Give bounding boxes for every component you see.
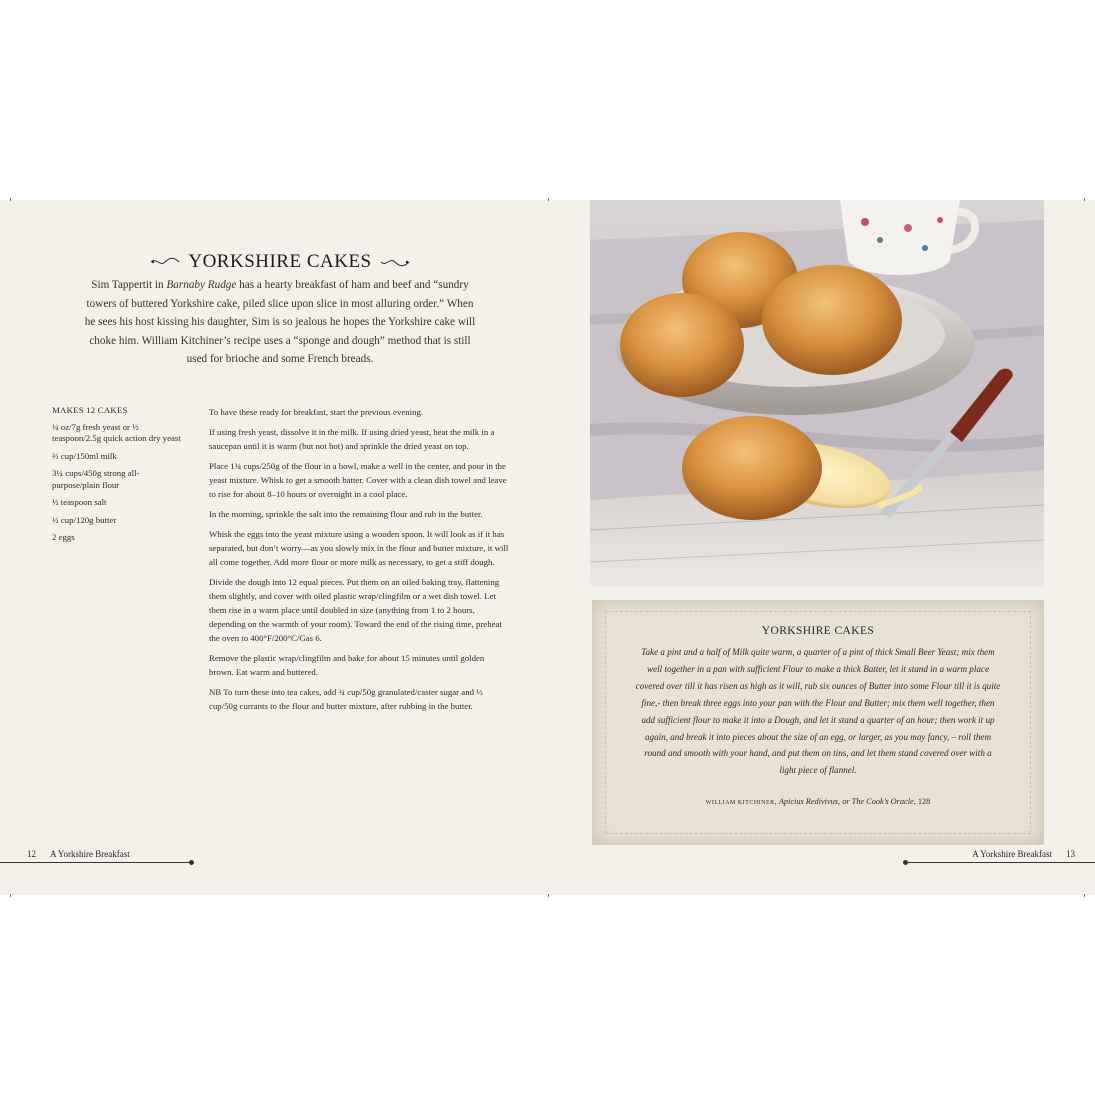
crop-mark [10,894,11,897]
running-head-right: A Yorkshire Breakfast [972,849,1052,859]
method-steps [209,405,509,719]
citation-title: Apicius Redivivus, or The Cook’s Oracle [778,797,914,806]
intro-text-start: Sim Tappertit in [91,279,167,291]
intro-book-title: Barnaby Rudge [166,279,237,291]
method-step: NB To turn these into tea cakes, add ¾ cup/50g granulated/caster sugar and ⅓ cup/50g currants to the flour and butter mixture, after rubbing in the butter. [209,687,483,711]
crop-mark [548,894,549,897]
bread-photo [590,200,1044,586]
recipe-intro [80,276,480,369]
ingredient-item: ⅔ cup/150ml milk [52,450,117,461]
running-head-left: A Yorkshire Breakfast [50,849,130,859]
method-step: Whisk the eggs into the yeast mixture using a wooden spoon. It will look as if it has separated, but don’t worry—as you slowly mix in the flour and butter mixture, it will all come together. Add more flour or more milk as necessary, to get a stiff dough. [209,529,509,567]
historical-recipe-box [592,600,1044,845]
method-step: Divide the dough into 12 equal pieces. Put them on an oiled baking tray, flattening them slightly, and cover with oiled plastic wrap/clingfilm or a wet dish towel. Let them rise in a warm place until doubled in size (anything from 1 to 2 hours, depending on the warmth of your room). Toward the end of the rising time, preheat the oven to 400°F/200°C/Gas 6. [209,577,502,643]
book-spread [0,200,1095,895]
recipe-title-row [150,248,410,276]
intro-text-end: has a hearty breakfast of ham and beef and “sundry towers of buttered Yorkshire cake, piled slice upon slice in most alluring order.” When he sees his host kissing his daughter, Sim is so jealous he hopes the Yorkshire cake will choke him. William Kitchiner’s recipe uses a “sponge and dough” method that is still used for brioche and some French breads. [84,279,476,366]
yorkshire-cakes-illustration [590,200,1044,586]
footer-right [900,849,1075,859]
flourish-left-icon [150,256,180,268]
ingredient-item: 3¼ cups/450g strong all-purpose/plain flour [52,468,140,490]
page-number-left: 12 [27,849,36,859]
method-step: Remove the plastic wrap/clingfilm and bake for about 15 minutes until golden brown. Eat warm and buttered. [209,653,485,677]
ingredient-item: ½ cup/120g butter [52,514,117,525]
historical-citation: WILLIAM KITCHINER, Apicius Redivivus, or The Cook’s Oracle, 128 [705,797,931,806]
flourish-right-icon [380,256,410,268]
historical-recipe-text: Take a pint and a half of Milk quite warm, a quarter of a pint of thick Small Beer Yeast; mix them well together in a pan with sufficient Flour to make a thick Batter, let it stand in a warm place covered over till it has risen as high as it will, rub six ounces of Butter into some Flour till it is quite fine,- then break three eggs into your pan with the Flour and Butter; mix them well together, then add sufficient flour to make it into a Dough, and let it stand a quarter of an hour; then work it up again, and break it into pieces about the size of an egg, or larger, as you may fancy, – roll them round and smooth with your hand, and put them on tins, and let them stand covered over with a light piece of flannel. [635,647,1001,776]
ingredients-list [52,405,182,550]
footer-rule-right [905,862,1095,863]
crop-mark [10,198,11,201]
method-step: To have these ready for breakfast, start the previous evening. [209,407,424,417]
crop-mark [1084,894,1085,897]
footer-rule-left [0,862,192,863]
method-step: In the morning, sprinkle the salt into the remaining flour and rub in the butter. [209,509,483,519]
ingredient-item: 2 eggs [52,532,75,542]
historical-recipe-title: YORKSHIRE CAKES [761,625,875,637]
ingredient-item: ¼ oz/7g fresh yeast or ½ teaspoon/2.5g quick action dry yeast [52,421,181,443]
page-number-right: 13 [1066,849,1075,859]
citation-page: 128 [917,797,931,806]
ingredient-item: ½ teaspoon salt [52,497,107,507]
footer-left [27,849,192,859]
method-step: Place 1¾ cups/250g of the flour in a bowl, make a well in the center, and pour in the yeast mixture. Whisk to get a smooth batter. Cover with a clean dish towel and leave to rise for about 8–10 hours or overnight in a cool place. [209,461,507,499]
method-step: If using fresh yeast, dissolve it in the milk. If using dried yeast, heat the milk in a saucepan until it is warm (but not hot) and sprinkle the dried yeast on top. [209,427,495,451]
crop-mark [1084,198,1085,201]
recipe-title: YORKSHIRE CAKES [188,251,372,272]
citation-author: WILLIAM KITCHINER [705,800,775,806]
yield-label: MAKES 12 CAKES [52,405,128,415]
crop-mark [548,198,549,201]
